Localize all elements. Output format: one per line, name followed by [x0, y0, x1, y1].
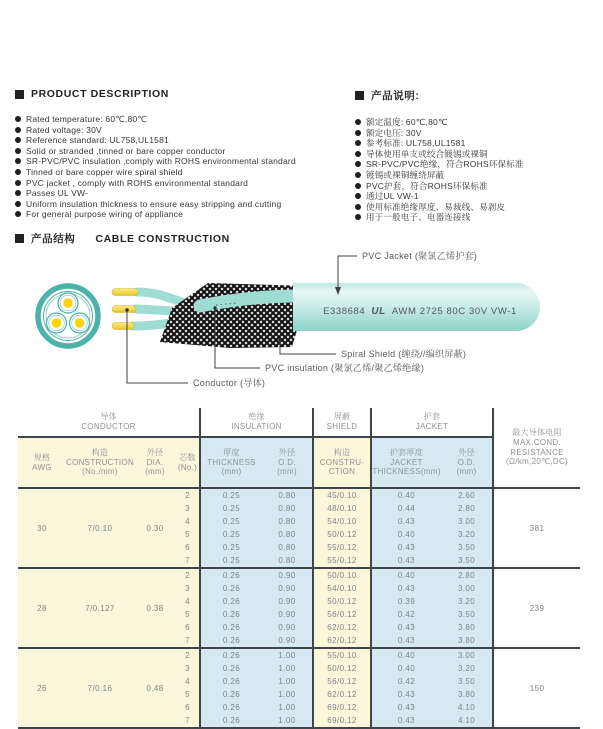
bullet-icon — [355, 214, 361, 220]
cell-ins-od: 0.80 — [262, 541, 313, 554]
header-line: 外径 — [278, 447, 296, 457]
product-notes-section — [355, 88, 595, 223]
cell-jkt-thickness: 0.43 — [371, 582, 441, 595]
cell-jkt-od: 3.80 — [441, 688, 493, 701]
cell-ins-thickness: 0.25 — [200, 488, 262, 502]
cell-shield: 55/0.12 — [313, 541, 371, 554]
cell-ins-od: 0.80 — [262, 488, 313, 502]
bullet-icon — [15, 180, 21, 186]
cell-cores: 4 — [176, 595, 200, 608]
bullet-icon — [15, 116, 21, 122]
bullet-text: Rated voltage: 30V — [26, 124, 102, 135]
bullet-icon — [15, 137, 21, 143]
table-row — [18, 568, 580, 582]
bullet-text: Rated temperature: 60℃,80℃ — [26, 114, 148, 124]
cell-cores: 7 — [176, 714, 200, 728]
bullet-text: Solid or stranded ,tinned or bare copper conductor — [26, 145, 226, 156]
cell-jkt-od: 3.50 — [441, 608, 493, 621]
cell-jkt-od: 3.00 — [441, 582, 493, 595]
bullet-item — [15, 125, 350, 136]
bullet-icon — [355, 183, 361, 189]
cell-shield: 55/0.12 — [313, 554, 371, 568]
conductor-core-icon — [75, 318, 85, 328]
cell-cores: 5 — [176, 688, 200, 701]
bullet-text: 参考标准: UL758,UL1581 — [366, 138, 466, 149]
cross-section-diagram — [38, 286, 98, 346]
ul-file-number: E338684 — [323, 306, 366, 317]
column-header-8 — [441, 437, 493, 488]
column-header-2 — [134, 437, 176, 488]
bullet-item — [15, 178, 350, 189]
header-line: 屏蔽 — [333, 412, 351, 422]
product-notes-title — [355, 88, 595, 103]
bullet-icon — [355, 119, 361, 125]
square-bullet-icon — [355, 91, 364, 100]
bullet-text: Reference standard: UL758,UL1581 — [26, 135, 169, 146]
bullet-icon — [355, 130, 361, 136]
cell-cores: 5 — [176, 528, 200, 541]
cell-ins-od: 0.80 — [262, 528, 313, 541]
cell-jkt-od: 4.10 — [441, 701, 493, 714]
header-line: THICKNESS — [207, 457, 256, 467]
bullet-text: 镀锡或裸铜缠绕屏蔽 — [366, 169, 445, 180]
cell-cores: 3 — [176, 502, 200, 515]
cell-ins-thickness: 0.26 — [200, 662, 262, 675]
header-line: SHIELD — [326, 422, 358, 431]
cell-jkt-od: 3.00 — [441, 648, 493, 662]
bullet-text: 通过UL VW-1 — [366, 191, 419, 202]
bullet-text: Passes UL VW- — [26, 188, 89, 199]
bullet-text: PVC护套，符合ROHS环保标准 — [366, 180, 488, 191]
group-header-conductor — [18, 408, 200, 437]
spec-table — [18, 408, 580, 729]
cell-jkt-od: 4.10 — [441, 714, 493, 728]
cell-ins-thickness: 0.26 — [200, 568, 262, 582]
bullet-icon — [355, 193, 361, 199]
cell-ins-thickness: 0.26 — [200, 595, 262, 608]
bullet-item — [355, 212, 595, 223]
cell-resistance: 150 — [493, 648, 580, 728]
conductor-core-icon — [52, 318, 62, 328]
cell-shield: 54/0.10 — [313, 582, 371, 595]
cell-jkt-od: 2.80 — [441, 502, 493, 515]
leader-dot-icon — [125, 308, 128, 311]
header-line: (mm) — [221, 467, 242, 477]
cell-shield: 56/0.12 — [313, 608, 371, 621]
cell-jkt-thickness: 0.43 — [371, 621, 441, 634]
cell-ins-od: 0.90 — [262, 568, 313, 582]
bullet-icon — [15, 158, 21, 164]
construction-title-en: CABLE CONSTRUCTION — [95, 232, 230, 245]
bullet-item — [355, 149, 595, 160]
cell-jkt-thickness: 0.42 — [371, 675, 441, 688]
cell-construction: 7/0.10 — [66, 488, 134, 568]
bullet-icon — [15, 190, 21, 196]
cell-shield: 56/0.12 — [313, 675, 371, 688]
group-header-insulation — [200, 408, 313, 437]
square-bullet-icon — [15, 234, 24, 243]
header-line: 护套 — [423, 412, 441, 422]
column-header-4 — [200, 437, 262, 488]
header-line: 护套厚度 — [389, 447, 424, 457]
cell-ins-thickness: 0.26 — [200, 621, 262, 634]
cell-awg: 28 — [18, 568, 66, 648]
cell-jkt-od: 3.20 — [441, 595, 493, 608]
bare-conductor-tip — [112, 306, 136, 313]
cell-ins-thickness: 0.25 — [200, 502, 262, 515]
bullet-item — [15, 146, 350, 157]
cell-shield: 50/0.12 — [313, 528, 371, 541]
cell-shield: 50/0.10 — [313, 568, 371, 582]
cell-ins-thickness: 0.26 — [200, 582, 262, 595]
cell-jkt-thickness: 0.43 — [371, 714, 441, 728]
spiral-shield-label: Spiral Shield (缠绕//编织屏蔽) — [341, 349, 467, 359]
cell-ins-od: 0.80 — [262, 515, 313, 528]
column-header-0 — [18, 437, 66, 488]
bullet-icon — [355, 172, 361, 178]
cell-jkt-thickness: 0.43 — [371, 634, 441, 648]
header-line: O.D. — [278, 457, 296, 467]
cell-shield: 54/0.10 — [313, 515, 371, 528]
cell-cores: 6 — [176, 701, 200, 714]
cell-jkt-od: 3.20 — [441, 662, 493, 675]
bullet-text: 额定温度: 60℃,80℃ — [366, 117, 448, 127]
bullet-text: PVC jacket , comply with ROHS environmental standard — [26, 177, 249, 188]
bare-conductor-tip — [112, 289, 138, 296]
bullet-item — [15, 156, 350, 167]
pvc-insulation-label: PVC insulation (聚氯乙烯/聚乙烯绝缘) — [265, 363, 425, 373]
cell-ins-od: 1.00 — [262, 701, 313, 714]
product-notes-list — [355, 117, 595, 223]
bullet-icon — [15, 127, 21, 133]
cell-jkt-od: 3.50 — [441, 675, 493, 688]
bullet-item — [355, 128, 595, 139]
header-line: (No./mm) — [82, 467, 118, 477]
cell-cores: 2 — [176, 568, 200, 582]
cell-ins-od: 0.90 — [262, 634, 313, 648]
cell-ins-od: 0.80 — [262, 502, 313, 515]
spec-table-head — [18, 408, 580, 488]
header-line: (mm) — [277, 467, 297, 477]
table-row — [18, 488, 580, 502]
cell-cores: 4 — [176, 515, 200, 528]
cell-resistance: 381 — [493, 488, 580, 568]
cell-jkt-od: 3.20 — [441, 528, 493, 541]
cell-jkt-thickness: 0.42 — [371, 608, 441, 621]
bullet-text: 使用标准绝缘厚度、易裁线、易剥皮 — [366, 201, 506, 212]
bare-conductor-tip — [112, 323, 134, 330]
product-description-list — [15, 114, 350, 220]
cell-cores: 5 — [176, 608, 200, 621]
cell-shield: 50/0.12 — [313, 662, 371, 675]
bullet-icon — [15, 148, 21, 154]
bullet-icon — [355, 140, 361, 146]
header-line: 外径 — [458, 447, 475, 457]
bullet-text: 导体使用单支或绞合镀锡或裸铜 — [366, 148, 488, 159]
cell-jkt-thickness: 0.43 — [371, 701, 441, 714]
cell-cores: 6 — [176, 621, 200, 634]
bullet-text: 额定电压: 30V — [366, 127, 422, 138]
cell-construction: 7/0.127 — [66, 568, 134, 648]
product-description-title — [15, 88, 350, 100]
cell-cores: 4 — [176, 675, 200, 688]
header-line: AWG — [32, 462, 52, 472]
bullet-text: For general purpose wiring of appliance — [26, 209, 184, 220]
cell-ins-thickness: 0.25 — [200, 528, 262, 541]
cell-jkt-od: 3.80 — [441, 634, 493, 648]
cell-shield: 62/0.12 — [313, 621, 371, 634]
bullet-text: Uniform insulation thickness to ensure easy stripping and cutting — [26, 198, 282, 209]
header-line: (mm) — [456, 467, 477, 477]
cell-awg: 26 — [18, 648, 66, 728]
cell-dia: 0.30 — [134, 488, 176, 568]
bullet-text: SR-PVC/PVC insulation ,comply with ROHS environmental standard — [26, 156, 296, 167]
header-line: RESISTANCE — [510, 447, 564, 457]
cell-ins-thickness: 0.25 — [200, 541, 262, 554]
cell-cores: 7 — [176, 554, 200, 568]
cell-jkt-od: 3.50 — [441, 554, 493, 568]
cell-jkt-od: 3.00 — [441, 515, 493, 528]
leader-dot-icon — [213, 306, 216, 309]
product-notes-title-text: 产品说明: — [371, 90, 420, 102]
cell-jkt-thickness: 0.43 — [371, 688, 441, 701]
ul-logo-icon: UL — [371, 306, 386, 317]
column-header-6 — [313, 437, 371, 488]
cell-shield: 48/0.10 — [313, 502, 371, 515]
bullet-item — [355, 159, 595, 170]
bullet-text: Tinned or bare copper wire spiral shield — [26, 166, 183, 177]
column-header-1 — [66, 437, 134, 488]
header-line: 构造 — [333, 447, 351, 457]
cell-ins-thickness: 0.26 — [200, 701, 262, 714]
cell-jkt-thickness: 0.44 — [371, 502, 441, 515]
cell-ins-thickness: 0.26 — [200, 714, 262, 728]
group-header-shield — [313, 408, 371, 437]
jacket-print-text — [323, 306, 517, 317]
bullet-item — [15, 135, 350, 146]
cell-resistance: 239 — [493, 568, 580, 648]
cell-jkt-od: 3.50 — [441, 541, 493, 554]
cell-construction: 7/0.16 — [66, 648, 134, 728]
bullet-item — [15, 188, 350, 199]
cell-jkt-thickness: 0.40 — [371, 568, 441, 582]
bullet-item — [355, 202, 595, 213]
header-line: CTION — [328, 467, 356, 477]
cell-ins-thickness: 0.26 — [200, 648, 262, 662]
header-line: 最大导体电阻 — [512, 427, 562, 437]
cell-ins-thickness: 0.26 — [200, 675, 262, 688]
cell-ins-thickness: 0.26 — [200, 688, 262, 701]
leader-dot-icon — [278, 338, 281, 341]
table-row — [18, 648, 580, 662]
cell-shield: 69/0.12 — [313, 701, 371, 714]
cell-cores: 3 — [176, 582, 200, 595]
column-header-5 — [262, 437, 313, 488]
header-line: JACKET — [415, 422, 449, 431]
bullet-item — [15, 209, 350, 220]
header-line: CONSTRUCTION — [66, 457, 135, 467]
header-line: (Ω/km,20℃,DC) — [506, 457, 569, 467]
cell-ins-od: 0.90 — [262, 608, 313, 621]
cell-ins-thickness: 0.25 — [200, 515, 262, 528]
bullet-text: SR-PVC/PVC绝缘，符合ROHS环保标准 — [366, 159, 524, 170]
header-line: 芯数 — [179, 452, 196, 462]
cell-ins-od: 1.00 — [262, 688, 313, 701]
cell-shield: 62/0.12 — [313, 688, 371, 701]
cell-cores: 6 — [176, 541, 200, 554]
cell-jkt-thickness: 0.43 — [371, 554, 441, 568]
awm-spec-text: AWM 2725 80C 30V VW-1 — [391, 306, 517, 317]
cell-shield: 55/0.10 — [313, 648, 371, 662]
header-line: O.D. — [457, 457, 476, 467]
construction-title-cn: 产品结构 — [31, 233, 76, 245]
cell-ins-od: 0.90 — [262, 582, 313, 595]
header-line: 导体 — [100, 412, 117, 422]
column-header-7 — [371, 437, 441, 488]
cell-jkt-thickness: 0.40 — [371, 662, 441, 675]
cell-jkt-thickness: 0.39 — [371, 595, 441, 608]
header-line: INSULATION — [231, 422, 282, 431]
header-line: JACKET — [390, 457, 423, 467]
column-header-resistance — [493, 408, 580, 488]
cell-ins-od: 0.80 — [262, 554, 313, 568]
cell-dia: 0.38 — [134, 568, 176, 648]
cell-cores: 2 — [176, 488, 200, 502]
header-line: (No.) — [177, 462, 198, 472]
header-line: THICKNESS(mm) — [372, 467, 441, 477]
cell-ins-od: 0.90 — [262, 621, 313, 634]
cell-jkt-thickness: 0.40 — [371, 488, 441, 502]
cell-jkt-od: 2.80 — [441, 568, 493, 582]
header-line: CONDUCTOR — [81, 422, 136, 431]
cable-construction-diagram — [0, 244, 603, 406]
cell-shield: 50/0.12 — [313, 595, 371, 608]
bullet-item — [15, 199, 350, 210]
cable-side-view — [112, 283, 540, 348]
header-line: 构造 — [91, 447, 109, 457]
bullet-icon — [15, 211, 21, 217]
header-line: 规格 — [33, 452, 51, 462]
cell-jkt-thickness: 0.40 — [371, 528, 441, 541]
square-bullet-icon — [15, 90, 24, 99]
cell-ins-thickness: 0.25 — [200, 554, 262, 568]
cell-shield: 45/0.10 — [313, 488, 371, 502]
product-description-section — [15, 88, 350, 220]
cell-jkt-od: 3.80 — [441, 621, 493, 634]
group-header-jacket — [371, 408, 493, 437]
header-line: (mm) — [145, 467, 165, 477]
cell-jkt-od: 2.60 — [441, 488, 493, 502]
bullet-icon — [355, 151, 361, 157]
bullet-item — [355, 170, 595, 181]
bullet-text: 用于一般电子、电器连接线 — [366, 212, 471, 223]
bullet-icon — [355, 161, 361, 167]
cell-ins-thickness: 0.26 — [200, 634, 262, 648]
cell-ins-od: 1.00 — [262, 648, 313, 662]
bullet-icon — [15, 169, 21, 175]
cell-ins-od: 1.00 — [262, 714, 313, 728]
header-line: 外径 — [146, 447, 164, 457]
bullet-item — [15, 114, 350, 125]
cell-jkt-thickness: 0.43 — [371, 515, 441, 528]
cell-ins-od: 0.90 — [262, 595, 313, 608]
column-header-3 — [176, 437, 200, 488]
cell-cores: 2 — [176, 648, 200, 662]
cell-shield: 69/0.12 — [313, 714, 371, 728]
header-line: 绝缘 — [248, 412, 265, 422]
conductor-label: Conductor (导体) — [193, 378, 266, 388]
bullet-item — [355, 138, 595, 149]
bullet-item — [355, 191, 595, 202]
header-line: MAX.COND. — [513, 437, 562, 447]
header-line: CONSTRU- — [319, 457, 365, 467]
cell-cores: 3 — [176, 662, 200, 675]
bullet-item — [355, 181, 595, 192]
bullet-icon — [355, 204, 361, 210]
bullet-item — [15, 167, 350, 178]
bullet-item — [355, 117, 595, 128]
bullet-icon — [15, 201, 21, 207]
header-line: 厚度 — [223, 447, 240, 457]
cell-ins-od: 1.00 — [262, 662, 313, 675]
pvc-jacket-label: PVC Jacket (聚氯乙烯护套) — [362, 251, 478, 261]
cell-shield: 62/0.12 — [313, 634, 371, 648]
cell-jkt-thickness: 0.43 — [371, 541, 441, 554]
header-line: DIA. — [146, 457, 164, 467]
cell-ins-thickness: 0.26 — [200, 608, 262, 621]
cell-jkt-thickness: 0.40 — [371, 648, 441, 662]
cell-ins-od: 1.00 — [262, 675, 313, 688]
product-description-title-text: PRODUCT DESCRIPTION — [31, 88, 169, 100]
cell-dia: 0.48 — [134, 648, 176, 728]
cell-awg: 30 — [18, 488, 66, 568]
conductor-core-icon — [63, 298, 73, 308]
spec-table-body — [18, 488, 580, 728]
cell-cores: 7 — [176, 634, 200, 648]
